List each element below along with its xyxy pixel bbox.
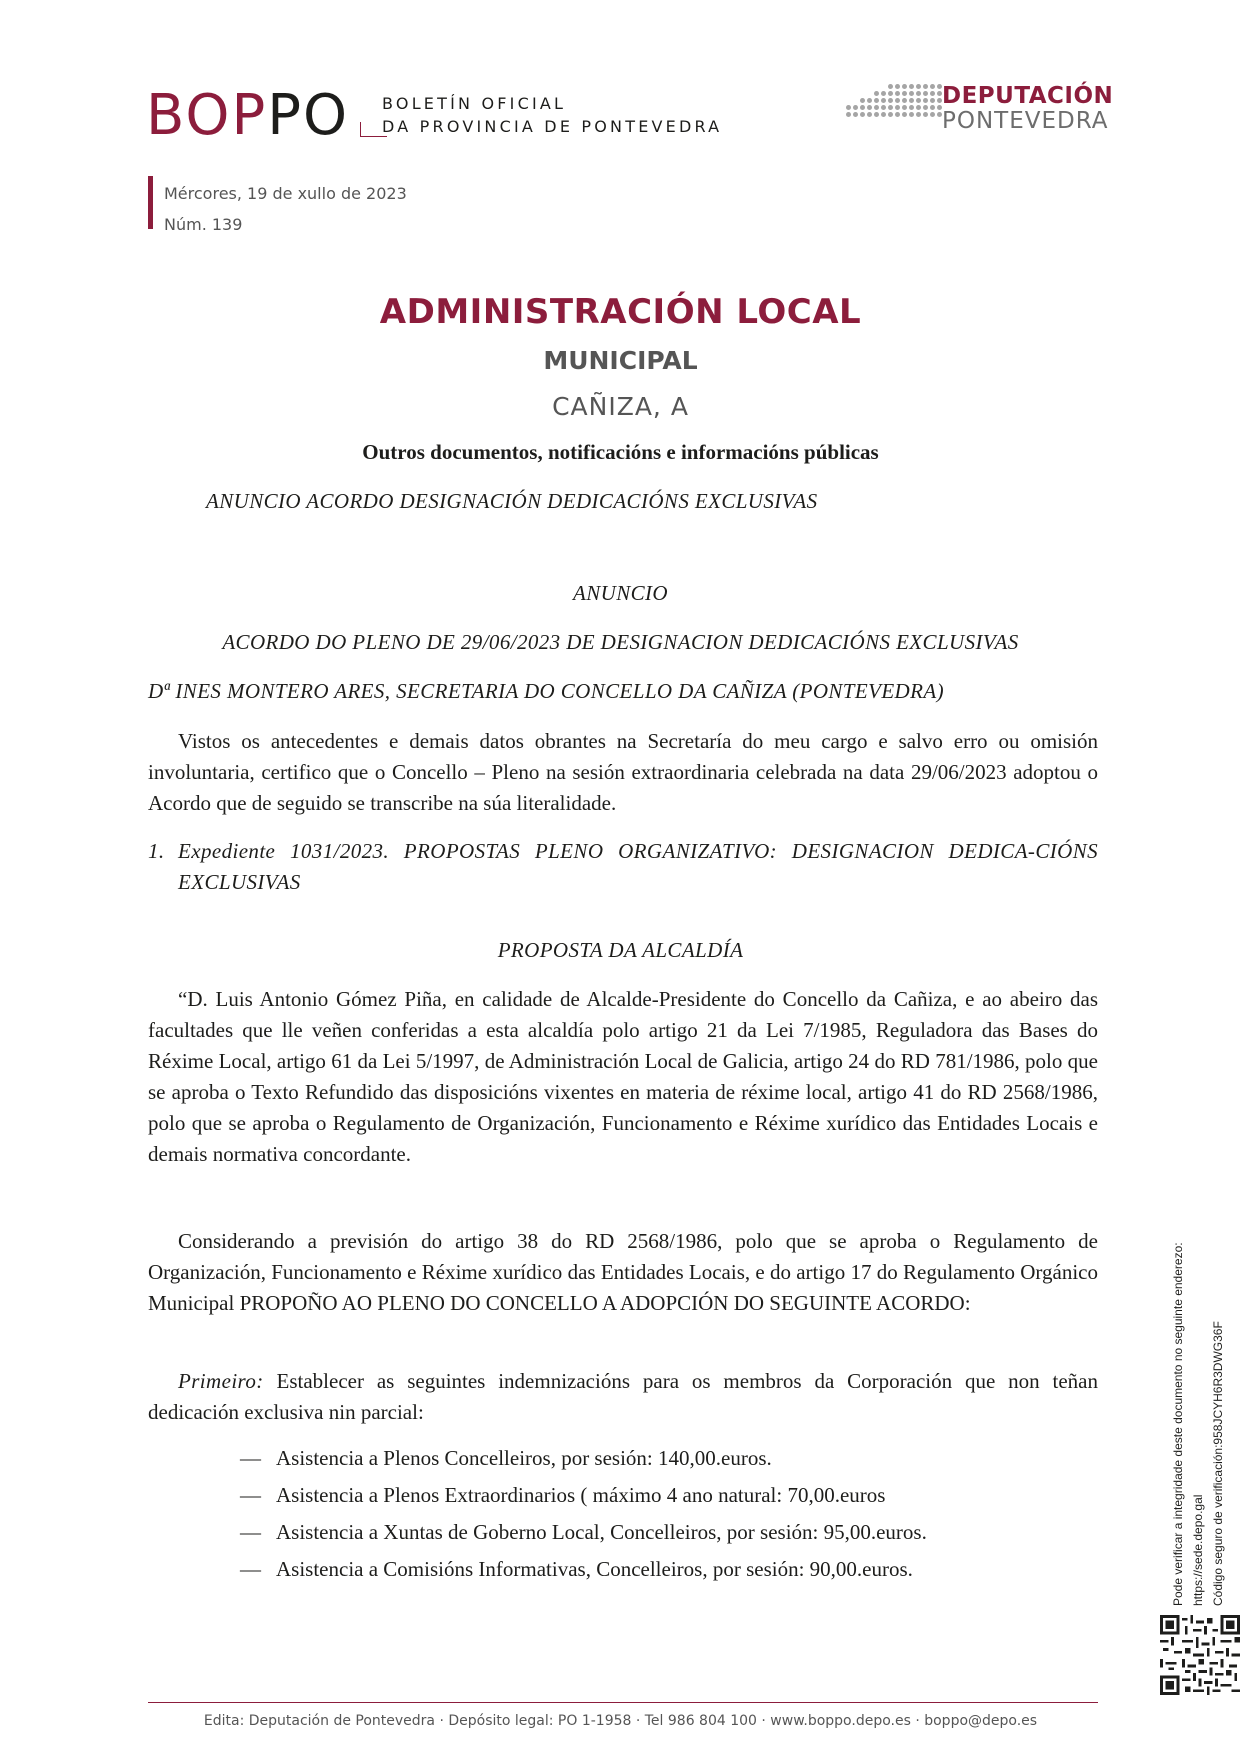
municipality-name: CAÑIZA, A	[552, 392, 689, 421]
list-item: — Asistencia a Comisións Informativas, Concelleiros, por sesión: 90,00.euros.	[240, 1554, 1100, 1591]
document-category: Outros documentos, notificacións e informacións públicas	[362, 440, 879, 464]
first-text: Establecer as seguintes indemnizacións para os membros da Corporación que non teñan dedicación exclusiva nin parcial:	[148, 1369, 1098, 1424]
verification-text	[1168, 1206, 1238, 1606]
logo-dot	[902, 112, 907, 117]
logo-dot	[916, 91, 921, 96]
deputacion-logo	[942, 84, 1113, 134]
verification-line1: Pode verificar a integridade deste documento no seguinte enderezo:	[1171, 1242, 1185, 1606]
logo-dot	[895, 105, 900, 110]
logo-dot	[881, 98, 886, 103]
logo-dot	[867, 112, 872, 117]
qr-code-icon[interactable]	[1160, 1615, 1240, 1695]
logo-dot	[846, 105, 851, 110]
list-item: — Asistencia a Plenos Concelleiros, por sesión: 140,00.euros.	[240, 1443, 1100, 1480]
verification-url[interactable]: https://sede.depo.gal	[1191, 1494, 1205, 1606]
logo-dot	[916, 105, 921, 110]
logo-dot	[895, 112, 900, 117]
logo-dot	[895, 84, 900, 89]
agreement-line: ACORDO DO PLENO DE 29/06/2023 DE DESIGNACION DEDICACIÓNS EXCLUSIVAS	[222, 630, 1019, 654]
logo-dot	[860, 105, 865, 110]
logo-dot	[923, 105, 928, 110]
logo-dot	[881, 105, 886, 110]
logo-dot	[930, 98, 935, 103]
paragraph-first	[148, 1366, 1098, 1428]
logo-dot	[888, 98, 893, 103]
logo-dot	[860, 112, 865, 117]
logo-dot	[881, 112, 886, 117]
logo-bop: BOP	[146, 83, 268, 148]
logo-dot	[888, 112, 893, 117]
list-item: — Asistencia a Xuntas de Goberno Local, Concelleiros, por sesión: 95,00.euros.	[240, 1517, 1100, 1554]
dep-line2: PONTEVEDRA	[942, 108, 1109, 134]
subsection-title: MUNICIPAL	[543, 346, 698, 375]
dash-bullet: —	[240, 1520, 261, 1544]
logo-dot	[846, 112, 851, 117]
footer-divider	[148, 1702, 1098, 1703]
paragraph-considering: Considerando a previsión do artigo 38 do RD 2568/1986, polo que se aproba o Regulamento de Organización, Funcionamento e Réxime xurídico das Entidades Locais, e do artigo 17 do Regulamento Orgánico Municipal PROPOÑO AO PLENO DO CONCELLO A ADOPCIÓN DO SEGUINTE ACORDO:	[148, 1229, 1098, 1315]
logo-line2: DA PROVINCIA DE PONTEVEDRA	[382, 117, 723, 136]
agenda-item-text: Expediente 1031/2023. PROPOSTAS PLENO ORGANIZATIVO: DESIGNACION DEDICA-CIÓNS EXCLUSIVAS	[178, 839, 1098, 894]
logo-dot	[874, 105, 879, 110]
issue-number: Núm. 139	[164, 215, 243, 234]
logo-dot	[916, 98, 921, 103]
logo-po: PO	[267, 83, 350, 148]
logo-dot	[853, 105, 858, 110]
date-accent-bar	[148, 176, 153, 229]
logo-dot	[867, 105, 872, 110]
logo-dot	[909, 98, 914, 103]
footer-text: Edita: Deputación de Pontevedra · Depósito legal: PO 1-1958 · Tel 986 804 100 · www.boppo.depo.es · boppo@depo.es	[203, 1713, 1038, 1729]
logo-dot	[930, 91, 935, 96]
logo-dot	[923, 84, 928, 89]
proposal-heading: PROPOSTA DA ALCALDÍA	[497, 938, 744, 962]
indemnity-list	[240, 1443, 1100, 1591]
logo-text	[382, 92, 722, 138]
logo-dot	[909, 91, 914, 96]
dep-line1: DEPUTACIÓN	[942, 83, 1114, 109]
logo-dot	[909, 112, 914, 117]
logo-dot	[930, 84, 935, 89]
logo-dot	[916, 84, 921, 89]
verification-code: Código seguro de verificación:958JCYH6R3DWG36F	[1211, 1321, 1225, 1606]
logo-line1: BOLETÍN OFICIAL	[382, 94, 567, 113]
logo-dot	[895, 91, 900, 96]
logo-dot	[895, 98, 900, 103]
logo-dot	[874, 112, 879, 117]
dash-bullet: —	[240, 1446, 261, 1470]
logo-dot	[853, 112, 858, 117]
paragraph-mayor: “D. Luis Antonio Gómez Piña, en calidade de Alcalde-Presidente do Concello da Cañiza, e ao abeiro das facultades que lle veñen conferidas a esta alcaldía polo artigo 21 da Lei 7/1985, Reguladora das Bases do Réxime Local, artigo 61 da Lei 5/1997, de Administración Local de Galicia, artigo 24 do RD 781/1986, polo que se aproba o Texto Refundido das disposicións vixentes en materia de réxime local, artigo 41 do RD 2568/1986, polo que se aproba o Regulamento de Organización, Funcionamento e Réxime xurídico das Entidades Locais e demais normativa concordante.	[148, 987, 1098, 1166]
logo-dot	[923, 91, 928, 96]
logo-dot	[881, 91, 886, 96]
logo-dot	[923, 98, 928, 103]
logo-dot	[930, 112, 935, 117]
section-title: ADMINISTRACIÓN LOCAL	[379, 292, 862, 332]
deputacion-dots-icon	[846, 84, 942, 117]
first-lead: Primeiro:	[178, 1369, 264, 1393]
logo-dot	[888, 84, 893, 89]
logo-dot	[916, 112, 921, 117]
secretary-line: Dª INES MONTERO ARES, SECRETARIA DO CONCELLO DA CAÑIZA (PONTEVEDRA)	[148, 679, 944, 703]
dash-bullet: —	[240, 1483, 261, 1507]
logo-dot	[867, 98, 872, 103]
dash-bullet: —	[240, 1557, 261, 1581]
logo-dot	[902, 91, 907, 96]
logo-dot	[909, 105, 914, 110]
logo-dot	[930, 105, 935, 110]
agenda-item-number: 1.	[148, 839, 165, 863]
logo-dot	[860, 98, 865, 103]
logo-dot	[909, 84, 914, 89]
announcement-heading: ANUNCIO	[573, 581, 668, 605]
logo-dot	[902, 105, 907, 110]
announcement-title: ANUNCIO ACORDO DESIGNACIÓN DEDICACIÓNS EXCLUSIVAS	[206, 489, 818, 513]
boppo-logo	[146, 83, 350, 148]
issue-info	[164, 178, 407, 240]
paragraph-certification: Vistos os antecedentes e demais datos obrantes na Secretaría do meu cargo e salvo erro ou omisión involuntaria, certifico que o Concello – Pleno na sesión extraordinaria celebrada na data 29/06/2023 adoptou o Acordo que de seguido se transcribe na súa literalidade.	[148, 729, 1098, 815]
logo-dot	[902, 98, 907, 103]
logo-dot	[902, 84, 907, 89]
logo-dot	[888, 91, 893, 96]
agenda-item	[148, 836, 1098, 898]
logo-dot	[923, 112, 928, 117]
logo-dot	[874, 98, 879, 103]
logo-dot	[888, 105, 893, 110]
list-item: — Asistencia a Plenos Extraordinarios ( máximo 4 ano natural: 70,00.euros	[240, 1480, 1100, 1517]
issue-date: Mércores, 19 de xullo de 2023	[164, 184, 407, 203]
logo-dot	[874, 91, 879, 96]
